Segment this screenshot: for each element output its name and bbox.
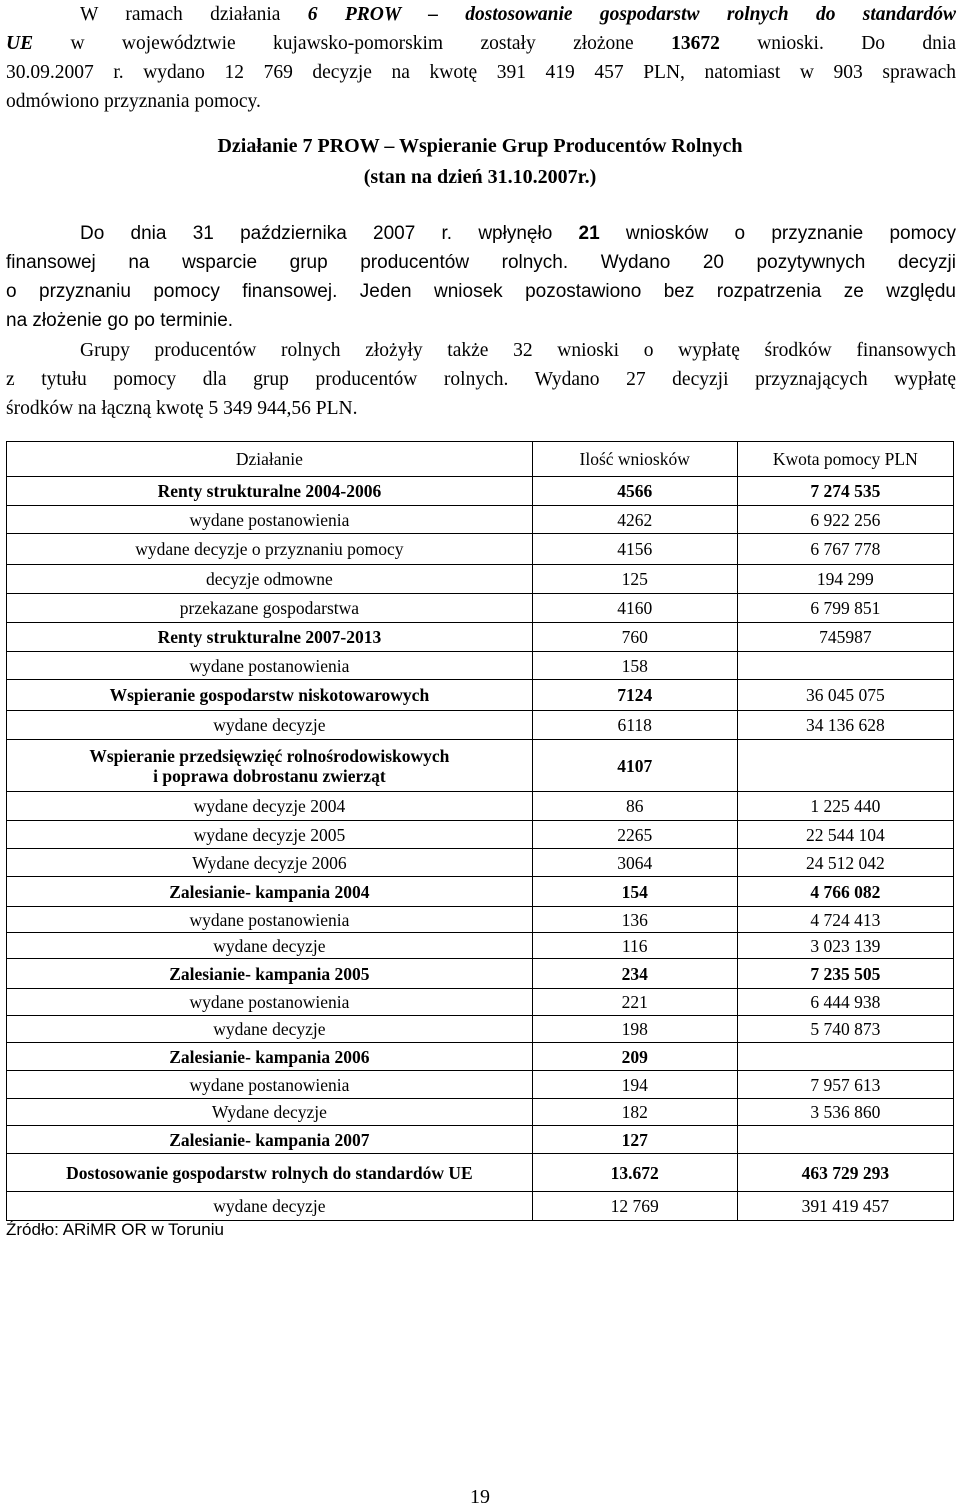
table-row [7,652,954,680]
table-row [7,933,954,959]
source-note: Źródło: ARiMR OR w Toruniu [6,1220,224,1239]
table-cell: 86 [532,792,737,821]
table-row [7,959,954,989]
table-row [7,565,954,594]
table-row [7,740,954,792]
table-cell [737,1126,953,1154]
table-cell: 22 544 104 [737,821,953,849]
table-cell: 221 [532,989,737,1016]
table-row [7,1192,954,1221]
table-cell: wydane postanowienia [7,989,533,1016]
table-cell: 6 799 851 [737,594,953,623]
table-cell: 391 419 457 [737,1192,953,1221]
table-row [7,821,954,849]
table-row [7,1016,954,1043]
table-cell: wydane postanowienia [7,1071,533,1099]
table-row [7,1071,954,1099]
table-cell [7,740,533,792]
cell-line: i poprawa dobrostanu zwierząt [153,765,386,786]
table-cell: 154 [532,877,737,907]
table-cell: 3 536 860 [737,1099,953,1126]
para1-line1: W ramach działania 6 PROW – dostosowanie gospodarstw rolnych do standardów [80,4,956,25]
table-cell: 34 136 628 [737,711,953,740]
table-cell: Dostosowanie gospodarstw rolnych do standardów UE [7,1154,533,1192]
table-cell: 116 [532,933,737,959]
col-header-dzialanie: Działanie [7,442,533,477]
para1-line2: UE w województwie kujawsko-pomorskim zostały złożone 13672 wnioski. Do dnia [6,33,956,54]
table-cell: 3064 [532,849,737,877]
para2-line4: na złożenie go po terminie. [6,310,234,331]
table-cell: 209 [532,1043,737,1071]
table-cell [737,652,953,680]
table-cell [737,1043,953,1071]
table-cell: wydane decyzje [7,1016,533,1043]
table-cell: 6 767 778 [737,534,953,565]
table-cell: wydane postanowienia [7,652,533,680]
table-cell: Renty strukturalne 2004-2006 [7,477,533,506]
table-cell: 24 512 042 [737,849,953,877]
table-row [7,989,954,1016]
table-cell: Wydane decyzje [7,1099,533,1126]
table-cell: wydane postanowienia [7,506,533,534]
table-cell: 4 724 413 [737,907,953,933]
table-cell: 5 740 873 [737,1016,953,1043]
section-heading-line1: Działanie 7 PROW – Wspieranie Grup Producentów Rolnych [217,135,743,157]
table-cell: 4156 [532,534,737,565]
table-cell: Wspieranie gospodarstw niskotowarowych [7,680,533,711]
table-cell: 7 274 535 [737,477,953,506]
table-cell: wydane decyzje 2004 [7,792,533,821]
table-cell: 745987 [737,623,953,652]
table-cell: Zalesianie- kampania 2007 [7,1126,533,1154]
table-cell: 12 769 [532,1192,737,1221]
table-cell: 4262 [532,506,737,534]
table-cell: 127 [532,1126,737,1154]
paragraph-dzialanie-7 [6,219,956,335]
table-cell: 182 [532,1099,737,1126]
page-number: 19 [470,1486,490,1508]
table-cell: 125 [532,565,737,594]
table-row [7,711,954,740]
aid-table [6,441,954,1221]
para3-line1: Grupy producentów rolnych złożyły także 32 wnioski o wypłatę środków finansowych [80,340,956,361]
para2-line2: finansowej na wsparcie grup producentów rolnych. Wydano 20 pozytywnych decyzji [6,252,956,273]
table-cell: Wydane decyzje 2006 [7,849,533,877]
table-cell [737,740,953,792]
table-row [7,623,954,652]
para3-line2: z tytułu pomocy dla grup producentów rolnych. Wydano 27 decyzji przyznających wypłatę [6,369,956,390]
table-cell: 198 [532,1016,737,1043]
para2-line1: Do dnia 31 października 2007 r. wpłynęło 21 wniosków o przyznanie pomocy [80,223,956,244]
table-cell: 463 729 293 [737,1154,953,1192]
table-cell: 6 922 256 [737,506,953,534]
table-cell: 158 [532,652,737,680]
table-row [7,792,954,821]
table-cell: 1 225 440 [737,792,953,821]
table-cell: przekazane gospodarstwa [7,594,533,623]
table-cell: 13.672 [532,1154,737,1192]
table-cell: 4107 [532,740,737,792]
table-cell: 7 235 505 [737,959,953,989]
table-cell: 36 045 075 [737,680,953,711]
section-heading [0,131,960,193]
table-row [7,1043,954,1071]
table-cell: wydane decyzje [7,711,533,740]
table-row [7,849,954,877]
table-cell: 7 957 613 [737,1071,953,1099]
table-row [7,1154,954,1192]
paragraph-dzialanie-6 [6,0,956,116]
table-cell: 6118 [532,711,737,740]
table-cell: 4566 [532,477,737,506]
para3-line3: środków na łączną kwotę 5 349 944,56 PLN. [6,398,358,419]
table-cell: decyzje odmowne [7,565,533,594]
table-row [7,534,954,565]
table-cell: 4160 [532,594,737,623]
section-heading-line2: (stan na dzień 31.10.2007r.) [363,166,597,188]
table-cell: wydane decyzje o przyznaniu pomocy [7,534,533,565]
table-row [7,907,954,933]
table-cell: 194 299 [737,565,953,594]
table-cell: Zalesianie- kampania 2005 [7,959,533,989]
table-cell: 2265 [532,821,737,849]
table-cell: 136 [532,907,737,933]
table-cell: 194 [532,1071,737,1099]
col-header-ilosc: Ilość wniosków [532,442,737,477]
table-row [7,680,954,711]
table-row [7,877,954,907]
table-cell: Zalesianie- kampania 2006 [7,1043,533,1071]
table-row [7,594,954,623]
para2-line3: o przyznaniu pomocy finansowej. Jeden wniosek pozostawiono bez rozpatrzenia ze względu [6,281,956,302]
table-cell: wydane postanowienia [7,907,533,933]
para1-line3: 30.09.2007 r. wydano 12 769 decyzje na kwotę 391 419 457 PLN, natomiast w 903 sprawach [6,62,956,83]
table-cell: 7124 [532,680,737,711]
para1-line4: odmówiono przyznania pomocy. [6,91,261,112]
table-cell: 760 [532,623,737,652]
table-row [7,1099,954,1126]
table-cell: wydane decyzje 2005 [7,821,533,849]
table-cell: Zalesianie- kampania 2004 [7,877,533,907]
table-row [7,477,954,506]
col-header-kwota: Kwota pomocy PLN [737,442,953,477]
cell-line: Wspieranie przedsięwzięć rolnośrodowiskowych [89,745,450,766]
table-row [7,506,954,534]
table-header-row [7,442,954,477]
table-cell: 234 [532,959,737,989]
table-cell: 4 766 082 [737,877,953,907]
paragraph-grupy-producentow [6,336,956,423]
table-cell: 6 444 938 [737,989,953,1016]
table-cell: 3 023 139 [737,933,953,959]
table-cell: wydane decyzje [7,933,533,959]
table-cell: wydane decyzje [7,1192,533,1221]
table-cell: Renty strukturalne 2007-2013 [7,623,533,652]
table-row [7,1126,954,1154]
